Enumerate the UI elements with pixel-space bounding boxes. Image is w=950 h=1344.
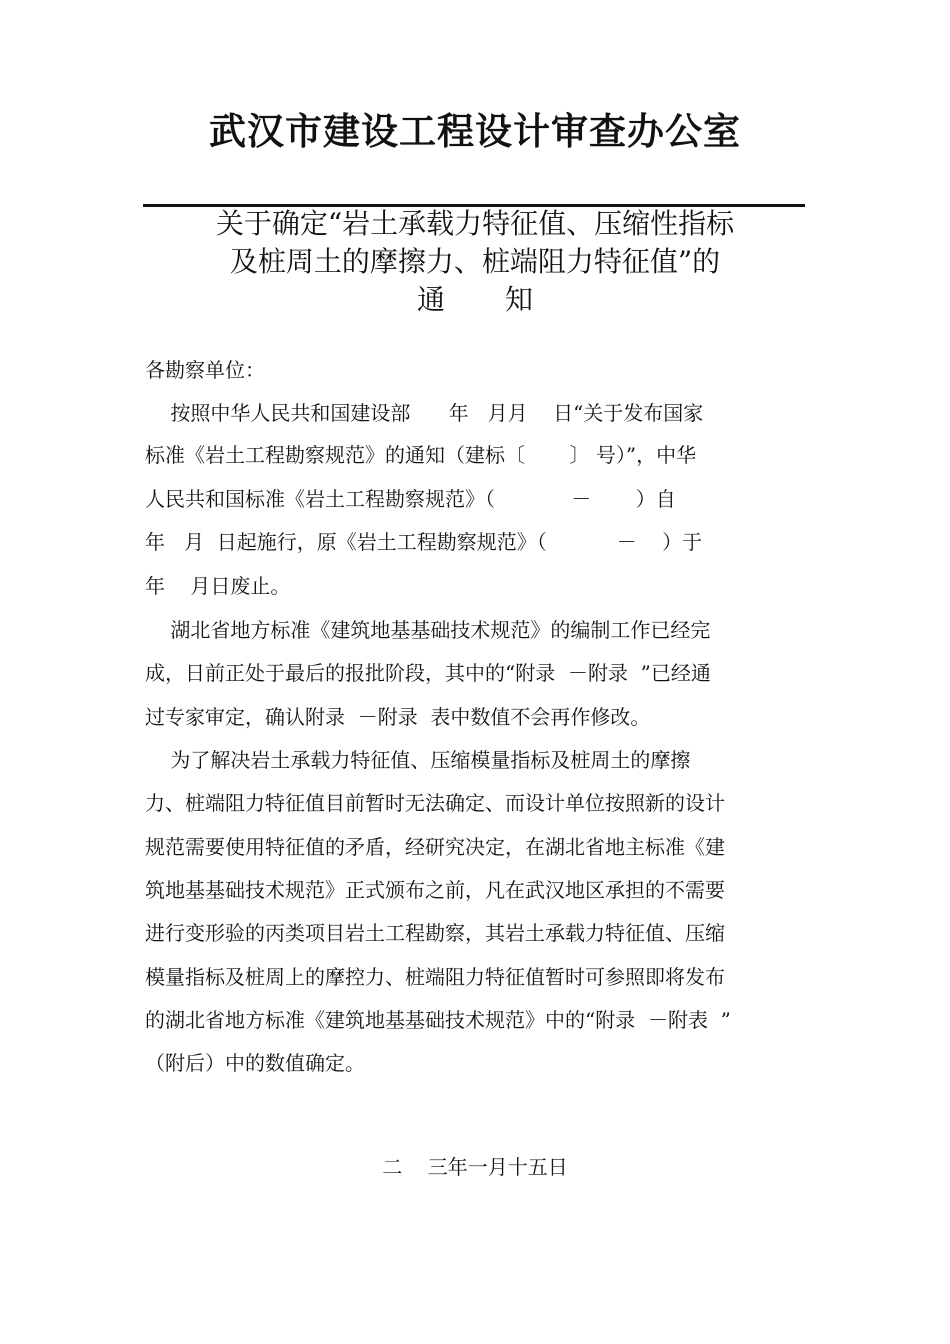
body-line: 筑地基基础技术规范》正式颁布之前，凡在武汉地区承担的不需要 — [145, 878, 725, 902]
body-line: 年 月日废止。 — [145, 574, 291, 598]
body-line: 规范需要使用特征值的矛盾，经研究决定，在湖北省地主标准《建 — [145, 835, 725, 859]
body-line: 的湖北省地方标准《建筑地基基础技术规范》中的“附录 －附表 ” — [145, 1008, 731, 1032]
notice-title-line-3: 通知 — [416, 283, 593, 316]
body-line: 模量指标及桩周上的摩控力、桩端阻力特征值暂时可参照即将发布 — [145, 965, 725, 989]
body-line: 力、桩端阻力特征值目前暂时无法确定、而设计单位按照新的设计 — [145, 791, 725, 815]
notice-title-line-2: 及桩周土的摩擦力、桩端阻力特征值”的 — [229, 245, 721, 278]
body-line: 按照中华人民共和国建设部 年 月月 日“关于发布国家 — [145, 401, 704, 425]
issuing-organization: 武汉市建设工程设计审查办公室 — [209, 109, 741, 153]
body-line: 人民共和国标准《岩土工程勘察规范》（ － ）自 — [145, 487, 676, 511]
body-line: （附后）中的数值确定。 — [145, 1051, 365, 1075]
body-line: 进行变形验的丙类项目岩土工程勘察，其岩土承载力特征值、压缩 — [145, 921, 725, 945]
body-line: 为了解决岩土承载力特征值、压缩模量指标及桩周土的摩擦 — [145, 748, 691, 772]
notice-title-line-1: 关于确定“岩土承载力特征值、压缩性指标 — [215, 207, 735, 240]
salutation: 各勘察单位： — [145, 358, 265, 382]
body-line: 标准《岩土工程勘察规范》的通知（建标〔 〕 号）”，中华 — [145, 443, 697, 467]
body-line: 年 月 日起施行，原《岩土工程勘察规范》（ － ）于 — [145, 530, 703, 554]
issue-date: 二 三年一月十五日 — [382, 1155, 568, 1179]
body-line: 湖北省地方标准《建筑地基基础技术规范》的编制工作已经完 — [145, 618, 711, 642]
body-line: 成，日前正处于最后的报批阶段，其中的“附录 －附录 ”已经通 — [145, 661, 711, 685]
body-line: 过专家审定，确认附录 －附录 表中数值不会再作修改。 — [145, 705, 651, 729]
